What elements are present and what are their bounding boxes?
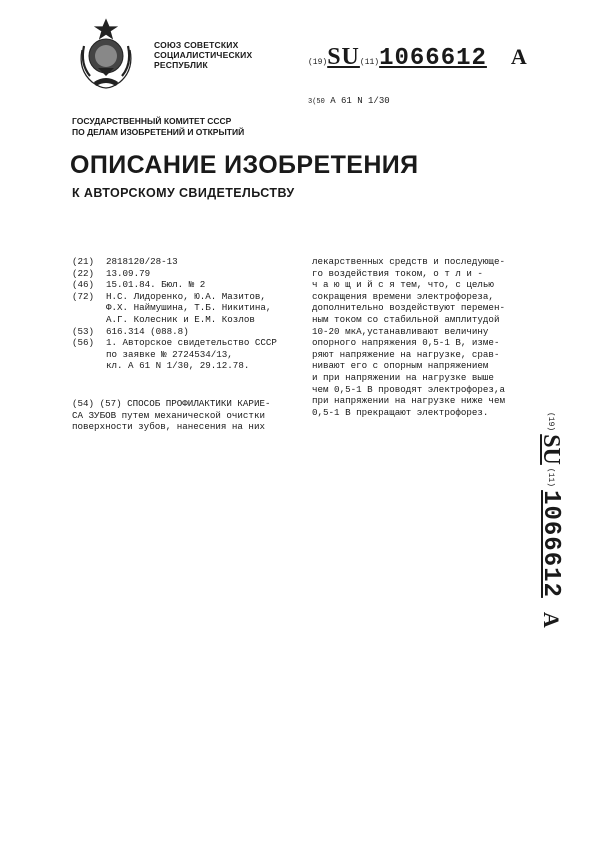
patent-number: 1066612 bbox=[379, 45, 487, 72]
biblio-row bbox=[72, 314, 277, 326]
abstract-line: ряют напряжение на нагрузке, срав- bbox=[312, 348, 500, 360]
abstract-line: поверхности зубов, нанесения на них bbox=[72, 421, 265, 433]
ussr-emblem bbox=[72, 14, 140, 94]
org-line: РЕСПУБЛИК bbox=[154, 60, 208, 70]
biblio-row bbox=[72, 268, 277, 280]
abstract-line: ным током со стабильной амплитудой bbox=[312, 313, 500, 325]
committee-block bbox=[72, 116, 244, 138]
bibliographic-data bbox=[72, 256, 277, 372]
biblio-row bbox=[72, 337, 277, 349]
issuing-country-block bbox=[154, 40, 252, 70]
inid-code: (53) bbox=[72, 325, 95, 337]
committee-line: ГОСУДАРСТВЕННЫЙ КОМИТЕТ СССР bbox=[72, 116, 232, 126]
abstract-line: нивают его с опорным напряжением bbox=[312, 360, 489, 372]
ipc-classification bbox=[308, 96, 390, 106]
inid-code: (21) bbox=[72, 256, 95, 267]
org-line: СОЮЗ СОВЕТСКИХ bbox=[154, 40, 239, 50]
abstract-line: ч а ю щ и й с я тем, что, с целью bbox=[312, 279, 494, 291]
biblio-value: Н.С. Лидоренко, Ю.А. Мазитов, bbox=[106, 290, 266, 302]
inid-code bbox=[72, 360, 106, 372]
abstract-line: дополнительно воздействуют перемен- bbox=[312, 302, 505, 314]
committee-line: ПО ДЕЛАМ ИЗОБРЕТЕНИЙ И ОТКРЫТИЙ bbox=[72, 127, 245, 137]
abstract-right-column bbox=[312, 256, 536, 418]
inid-code-11: (11) bbox=[546, 467, 556, 488]
inid-code: (56) bbox=[72, 337, 95, 349]
biblio-value: Ф.Х. Наймушина, Т.Б. Никитина, bbox=[106, 302, 272, 314]
biblio-value: по заявке № 2724534/13, bbox=[106, 348, 233, 360]
biblio-row bbox=[72, 326, 277, 338]
patent-number: 1066612 bbox=[537, 490, 565, 598]
abstract-line: 0,5-1 В прекращают электрофорез. bbox=[312, 406, 489, 418]
abstract-line: 10-20 мкА,устанавливают величину bbox=[312, 325, 489, 337]
biblio-value: 616.314 (088.8) bbox=[106, 325, 189, 337]
kind-code: A bbox=[539, 611, 564, 628]
abstract-line: и при напряжении на нагрузке выше bbox=[312, 371, 494, 383]
country-code: SU bbox=[327, 44, 360, 70]
ipc-code: A 61 N 1/30 bbox=[330, 96, 390, 106]
biblio-value: 15.01.84. Бюл. № 2 bbox=[106, 279, 206, 291]
biblio-value: 1. Авторское свидетельство СССР bbox=[106, 337, 277, 349]
inid-code-19: (19) bbox=[546, 412, 556, 432]
inid-code: (72) bbox=[72, 290, 95, 302]
patent-number-sidebar bbox=[526, 412, 576, 652]
inid-code-11: (11) bbox=[359, 58, 380, 67]
kind-code: A bbox=[510, 44, 527, 69]
abstract-line: при напряжении на нагрузке ниже чем bbox=[312, 395, 505, 407]
abstract-line: (54) (57) СПОСОБ ПРОФИЛАКТИКИ КАРИЕ- bbox=[72, 398, 271, 409]
abstract-line: опорного напряжения 0,5-1 В, изме- bbox=[312, 337, 500, 349]
patent-number-header bbox=[308, 44, 527, 72]
biblio-row bbox=[72, 302, 277, 314]
inid-code bbox=[72, 314, 106, 326]
biblio-row bbox=[72, 360, 277, 372]
org-line: СОЦИАЛИСТИЧЕСКИХ bbox=[154, 50, 253, 60]
biblio-row bbox=[72, 279, 277, 291]
biblio-value: 13.09.79 bbox=[106, 267, 151, 279]
inid-code bbox=[72, 302, 106, 314]
abstract-line: чем 0,5-1 В проводят электрофорез,а bbox=[312, 383, 505, 395]
abstract-left-column bbox=[72, 398, 304, 433]
document-title: ОПИСАНИЕ ИЗОБРЕТЕНИЯ bbox=[70, 151, 419, 179]
biblio-row bbox=[72, 349, 277, 361]
biblio-value: А.Г. Колесник и Е.М. Козлов bbox=[106, 313, 255, 325]
abstract-line: СА ЗУБОВ путем механической очистки bbox=[72, 409, 265, 421]
biblio-row bbox=[72, 256, 277, 268]
abstract-line: лекарственных средств и последующе- bbox=[312, 256, 505, 267]
inid-code: (22) bbox=[72, 267, 95, 279]
biblio-row bbox=[72, 291, 277, 303]
biblio-value: 2818120/28-13 bbox=[106, 256, 178, 267]
inid-code-19: (19) bbox=[308, 58, 328, 67]
inid-code bbox=[72, 349, 106, 361]
document-subtitle: К АВТОРСКОМУ СВИДЕТЕЛЬСТВУ bbox=[72, 186, 295, 200]
abstract-line: сокращения времени электрофореза, bbox=[312, 290, 494, 302]
country-code: SU bbox=[538, 434, 565, 465]
ipc-label: 3(50 bbox=[308, 98, 325, 106]
biblio-value: кл. А 61 N 1/30, 29.12.78. bbox=[106, 360, 250, 372]
inid-code: (46) bbox=[72, 279, 95, 291]
abstract-line: го воздействия током, о т л и - bbox=[312, 267, 483, 279]
